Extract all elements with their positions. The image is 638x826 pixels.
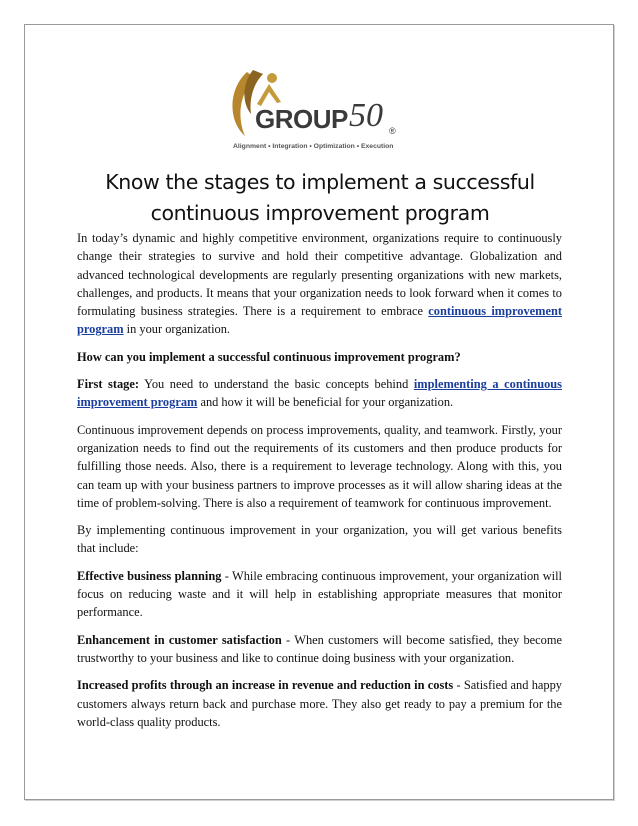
first-stage-text: You need to understand the basic concepts behind (139, 377, 414, 392)
intro-text: In today’s dynamic and highly competitive environment, organizations require to continuously change their strategies to survive and hold their competitive advantage. Globalization and advanced technological developments are regularly presenting organizations with new markets, challenges, and products. It means that your organization needs to look forward when it comes to formulating business strategies. There is a requirement to embrace (77, 231, 562, 319)
intro-text-end: in your organization. (123, 322, 231, 337)
first-stage-text-end: and how it will be beneficial for your organization. (197, 395, 454, 410)
benefit-text: - When customers will become satisfied, they become trustworthy to your business and like to continue doing business with your organization. (77, 632, 562, 665)
benefit-label: Effective business planning (77, 568, 222, 583)
benefit-label: Enhancement in customer satisfaction (77, 632, 282, 647)
document-body (77, 229, 562, 740)
implementing-program-link[interactable]: implementing a continuous improvement program (77, 377, 562, 410)
question-text: How can you implement a successful continuous improvement program? (77, 349, 461, 364)
brand-text: GROUP (255, 104, 348, 134)
continuous-improvement-program-link[interactable]: continuous improvement program (77, 304, 562, 337)
logo-graphic (225, 62, 415, 152)
intro-paragraph (77, 229, 562, 339)
group50-logo (225, 62, 415, 152)
document-title: Know the stages to implement a successful continuous improvement program (105, 170, 535, 225)
continuous-improvement-paragraph: Continuous improvement depends on process improvements, quality, and teamwork. Firstly, your organization needs to find out the requirements of its customers and then produce products for fulfilling those needs. Also, there is a requirement to leverage technology. Along with this, you can team up with your business partners to improve processes as it will allow sharing ideas at the time of problem-solving. There is also a requirement of teamwork for continuous improvement. (77, 422, 562, 510)
first-stage-label: First stage: (77, 377, 139, 392)
benefit-item (77, 631, 562, 668)
benefit-item (77, 567, 562, 622)
figure-head-icon (267, 73, 277, 83)
registered-mark: ® (389, 126, 396, 136)
first-stage-paragraph (77, 375, 562, 412)
brand-number: 50 (349, 97, 383, 134)
benefit-label: Increased profits through an increase in revenue and reduction in costs (77, 678, 454, 693)
logo-tagline: Alignment • Integration • Optimization • Execution (233, 143, 394, 150)
figure-body-icon (257, 84, 281, 106)
benefit-text: - Satisfied and happy customers always return back and purchase more. They also get ready to pay a premium for the world-class quality products. (77, 678, 562, 729)
benefits-intro-paragraph: By implementing continuous improvement in your organization, you will get various benefits that include: (77, 523, 562, 556)
benefit-text: - While embracing continuous improvement, your organization will focus on reducing waste and it will help in establishing appropriate measures that monitor performance. (77, 568, 562, 620)
benefit-item (77, 676, 562, 731)
question-heading (77, 348, 562, 366)
